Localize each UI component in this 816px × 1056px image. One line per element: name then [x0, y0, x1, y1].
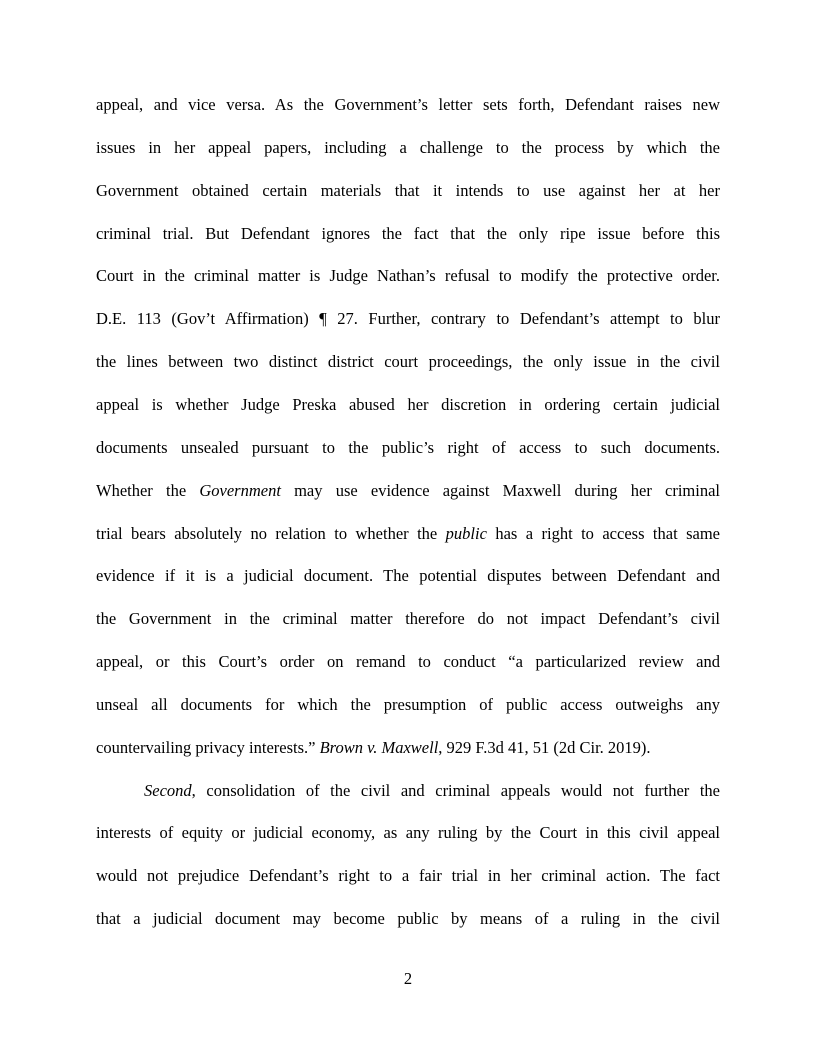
text-run: D.E. 113 (Gov’t Affirmation) ¶ 27. Further, contrary to Defendant’s attempt to blur: [96, 309, 720, 328]
text-line: [96, 223, 720, 245]
text-run: has a right to access that same: [486, 524, 720, 543]
text-run: appeal is whether Judge Preska abused her discretion in ordering certain judicial: [96, 395, 720, 414]
text-run: countervailing privacy interests.”: [96, 738, 320, 757]
text-run: the lines between two distinct district court proceedings, the only issue in the civil: [96, 352, 720, 371]
italic-text: public: [445, 524, 487, 543]
text-line: [96, 308, 720, 330]
text-line: [96, 908, 720, 930]
page-number: 2: [403, 969, 413, 988]
text-run: documents unsealed pursuant to the public’s right of access to such documents.: [96, 438, 720, 457]
text-line: [96, 608, 720, 630]
text-run: , consolidation of the civil and criminal appeals would not further the: [191, 781, 720, 800]
text-line: [96, 94, 720, 116]
text-line: [96, 351, 720, 373]
text-run: Court in the criminal matter is Judge Nathan’s refusal to modify the protective order.: [96, 266, 720, 285]
text-run: trial bears absolutely no relation to whether the: [96, 524, 446, 543]
text-run: appeal, and vice versa. As the Government’s letter sets forth, Defendant raises new: [96, 95, 720, 114]
text-line: [96, 737, 720, 759]
text-run: unseal all documents for which the presumption of public access outweighs any: [96, 695, 720, 714]
italic-text: Government: [199, 481, 281, 500]
text-run: the Government in the criminal matter therefore do not impact Defendant’s civil: [96, 609, 720, 628]
text-line: [96, 480, 720, 502]
text-line: [144, 780, 720, 802]
text-line: [96, 523, 720, 545]
text-line: [96, 822, 720, 844]
text-run: Government obtained certain materials that it intends to use against her at her: [96, 181, 720, 200]
text-line: [96, 180, 720, 202]
text-line: [96, 565, 720, 587]
text-run: appeal, or this Court’s order on remand to conduct “a particularized review and: [96, 652, 720, 671]
text-line: [96, 651, 720, 673]
text-line: [96, 265, 720, 287]
text-run: criminal trial. But Defendant ignores the fact that the only ripe issue before this: [96, 224, 720, 243]
text-run: , 929 F.3d 41, 51 (2d Cir. 2019).: [438, 738, 651, 757]
text-line: [96, 437, 720, 459]
italic-text: Brown v. Maxwell: [319, 738, 439, 757]
text-run: that a judicial document may become public by means of a ruling in the civil: [96, 909, 720, 928]
text-run: would not prejudice Defendant’s right to a fair trial in her criminal action. The fact: [96, 866, 720, 885]
text-run: issues in her appeal papers, including a challenge to the process by which the: [96, 138, 720, 157]
text-run: evidence if it is a judicial document. The potential disputes between Defendant and: [96, 566, 720, 585]
text-run: Whether the: [96, 481, 200, 500]
text-line: [96, 694, 720, 716]
text-line: [96, 394, 720, 416]
italic-text: Second: [144, 781, 192, 800]
text-line: [96, 865, 720, 887]
text-run: interests of equity or judicial economy, as any ruling by the Court in this civil appeal: [96, 823, 720, 842]
text-line: [96, 137, 720, 159]
text-run: may use evidence against Maxwell during her criminal: [280, 481, 720, 500]
